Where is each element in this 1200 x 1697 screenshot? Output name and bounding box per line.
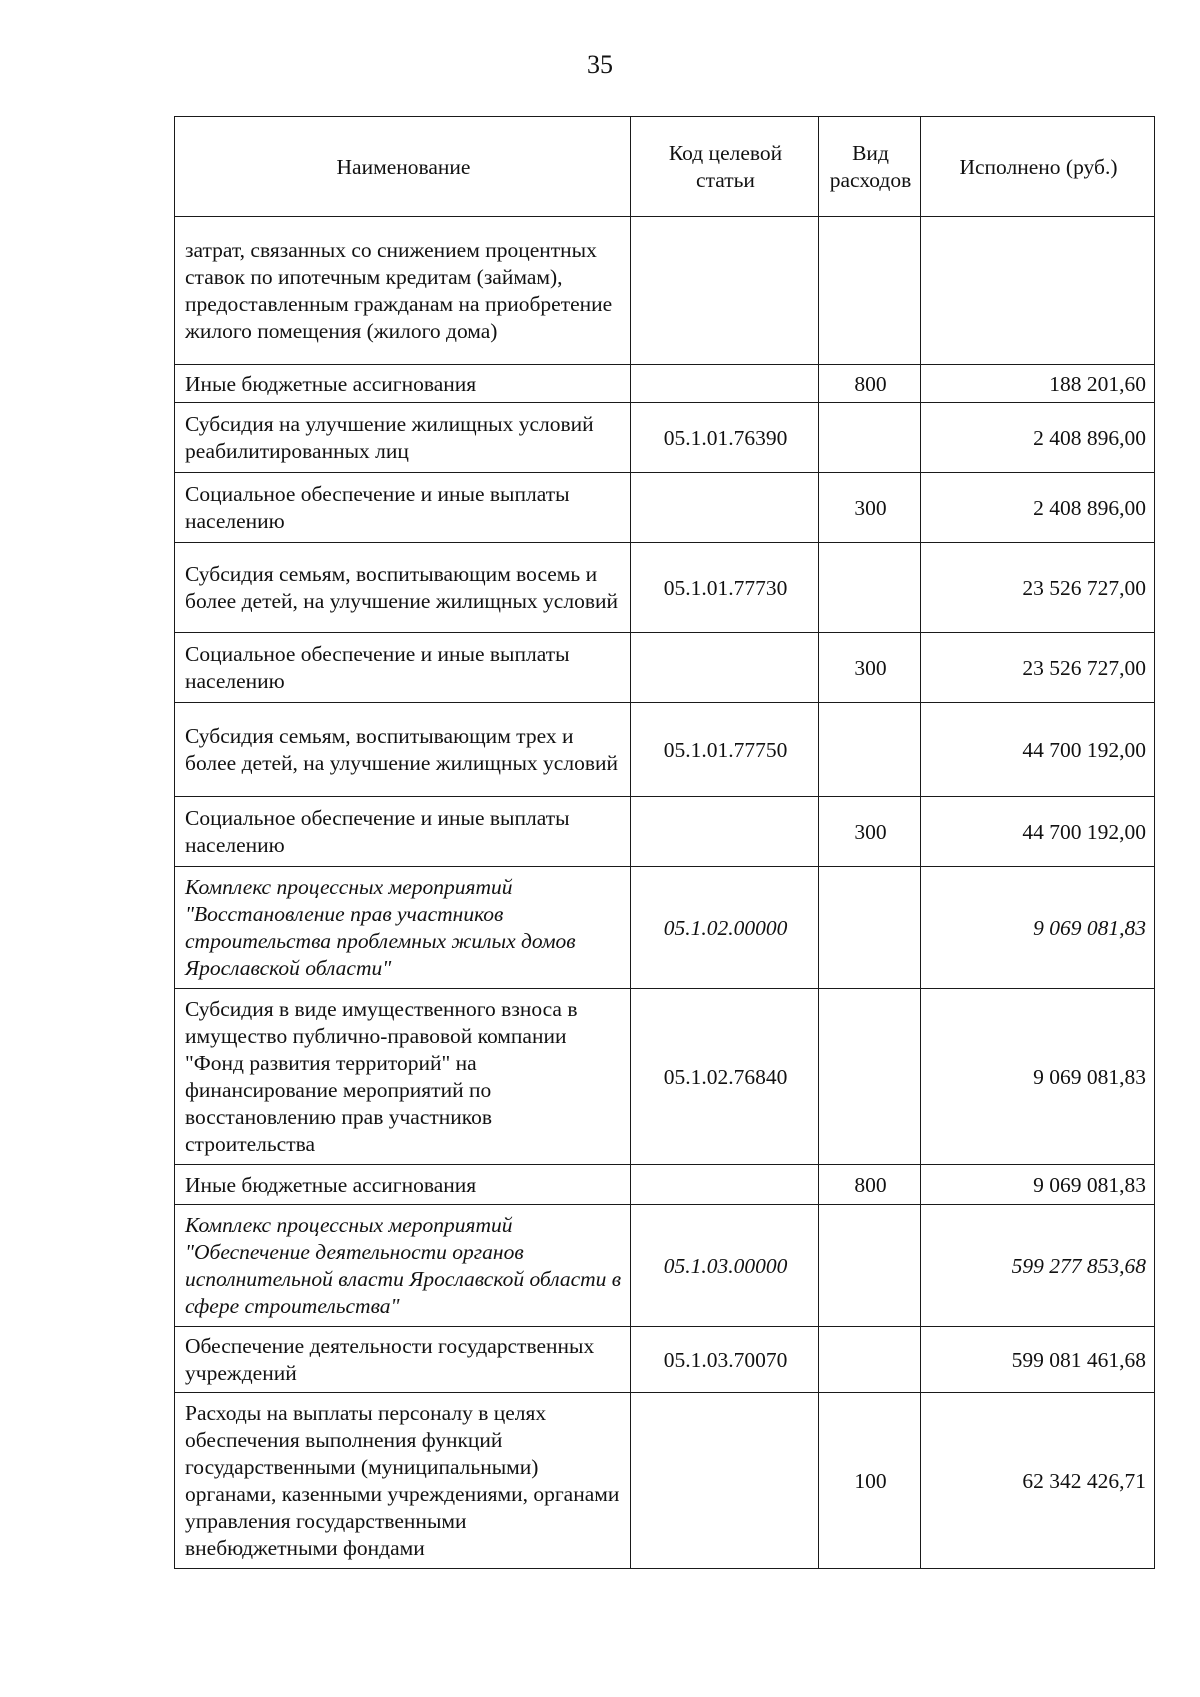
row-name: Социальное обеспечение и иные выплаты населению: [175, 633, 631, 703]
budget-table: [174, 116, 1155, 1569]
row-type: 300: [819, 473, 921, 543]
row-sum: 23 526 727,00: [921, 543, 1155, 633]
table-body: [175, 217, 1155, 1569]
table-row: [175, 1205, 1155, 1327]
header-code: Код целевой статьи: [631, 117, 819, 217]
row-type: 800: [819, 365, 921, 403]
row-sum: 599 277 853,68: [921, 1205, 1155, 1327]
table-row: [175, 703, 1155, 797]
row-code: [631, 473, 819, 543]
row-type: [819, 867, 921, 989]
table-row: [175, 403, 1155, 473]
table-row: [175, 1165, 1155, 1205]
table-row: [175, 365, 1155, 403]
table-row: [175, 543, 1155, 633]
row-type: [819, 543, 921, 633]
header-sum: Исполнено (руб.): [921, 117, 1155, 217]
table-header-row: [175, 117, 1155, 217]
row-code: 05.1.02.00000: [631, 867, 819, 989]
row-sum: 599 081 461,68: [921, 1327, 1155, 1393]
header-type: Вид расходов: [819, 117, 921, 217]
row-name: Комплекс процессных мероприятий "Восстановление прав участников строительства проблемных жилых домов Ярославской области": [175, 867, 631, 989]
row-sum: [921, 217, 1155, 365]
table-row: [175, 473, 1155, 543]
row-type: [819, 1327, 921, 1393]
row-code: 05.1.02.76840: [631, 989, 819, 1165]
row-code: 05.1.01.76390: [631, 403, 819, 473]
row-code: [631, 1393, 819, 1569]
row-code: [631, 633, 819, 703]
row-code: 05.1.03.70070: [631, 1327, 819, 1393]
row-code: [631, 797, 819, 867]
row-type: 100: [819, 1393, 921, 1569]
row-name: Субсидия в виде имущественного взноса в имущество публично-правовой компании "Фонд развития территорий" на финансирование мероприятий по восстановлению прав участников строительства: [175, 989, 631, 1165]
row-type: 800: [819, 1165, 921, 1205]
row-code: 05.1.01.77730: [631, 543, 819, 633]
row-sum: 2 408 896,00: [921, 473, 1155, 543]
row-code: 05.1.01.77750: [631, 703, 819, 797]
row-sum: 188 201,60: [921, 365, 1155, 403]
row-sum: 9 069 081,83: [921, 989, 1155, 1165]
row-name: Комплекс процессных мероприятий "Обеспечение деятельности органов исполнительной власти Ярославской области в сфере строительства": [175, 1205, 631, 1327]
row-name: Субсидия на улучшение жилищных условий реабилитированных лиц: [175, 403, 631, 473]
row-sum: 44 700 192,00: [921, 797, 1155, 867]
row-name: Обеспечение деятельности государственных учреждений: [175, 1327, 631, 1393]
row-name: затрат, связанных со снижением процентных ставок по ипотечным кредитам (займам), предоставленным гражданам на приобретение жилого помещения (жилого дома): [175, 217, 631, 365]
row-sum: 9 069 081,83: [921, 867, 1155, 989]
table-row: [175, 1327, 1155, 1393]
row-sum: 44 700 192,00: [921, 703, 1155, 797]
row-name: Расходы на выплаты персоналу в целях обеспечения выполнения функций государственными (муниципальными) органами, казенными учреждениями, органами управления государственными внебюджетными фондами: [175, 1393, 631, 1569]
table-row: [175, 797, 1155, 867]
row-type: [819, 217, 921, 365]
table-row: [175, 989, 1155, 1165]
page-number: 35: [587, 50, 613, 79]
row-type: [819, 1205, 921, 1327]
row-sum: 23 526 727,00: [921, 633, 1155, 703]
row-type: [819, 703, 921, 797]
table-row: [175, 1393, 1155, 1569]
row-type: [819, 403, 921, 473]
row-code: 05.1.03.00000: [631, 1205, 819, 1327]
row-name: Социальное обеспечение и иные выплаты населению: [175, 797, 631, 867]
row-type: [819, 989, 921, 1165]
table-row: [175, 217, 1155, 365]
table-row: [175, 867, 1155, 989]
row-sum: 9 069 081,83: [921, 1165, 1155, 1205]
header-name: Наименование: [175, 117, 631, 217]
row-name: Иные бюджетные ассигнования: [175, 1165, 631, 1205]
row-type: 300: [819, 633, 921, 703]
row-code: [631, 217, 819, 365]
row-type: 300: [819, 797, 921, 867]
row-code: [631, 365, 819, 403]
row-sum: 62 342 426,71: [921, 1393, 1155, 1569]
table-row: [175, 633, 1155, 703]
row-name: Социальное обеспечение и иные выплаты населению: [175, 473, 631, 543]
row-name: Субсидия семьям, воспитывающим трех и более детей, на улучшение жилищных условий: [175, 703, 631, 797]
row-name: Иные бюджетные ассигнования: [175, 365, 631, 403]
row-name: Субсидия семьям, воспитывающим восемь и более детей, на улучшение жилищных условий: [175, 543, 631, 633]
row-code: [631, 1165, 819, 1205]
row-sum: 2 408 896,00: [921, 403, 1155, 473]
